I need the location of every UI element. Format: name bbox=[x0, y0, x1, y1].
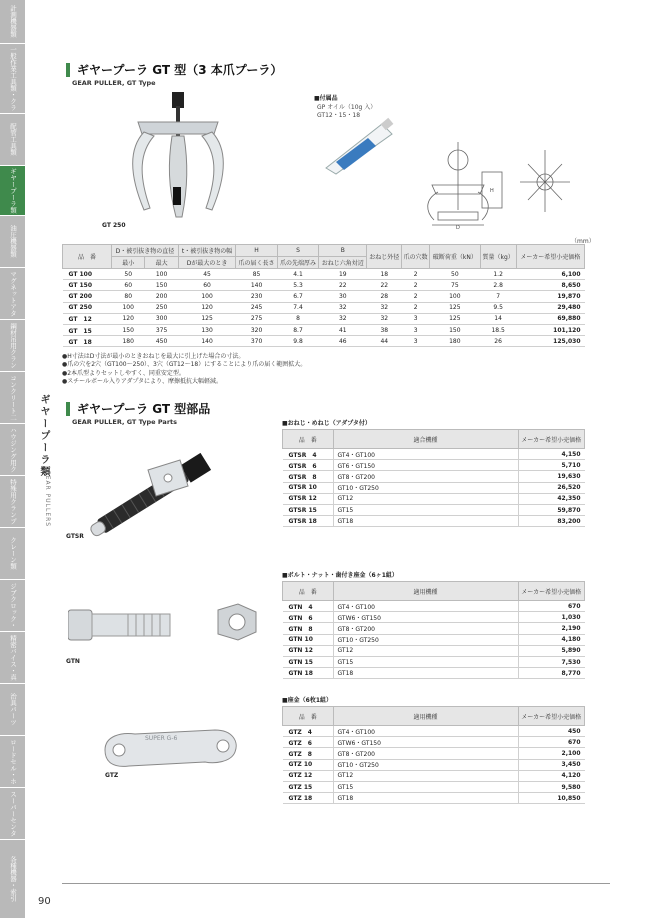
table-cell: 50 bbox=[430, 269, 480, 280]
table-row bbox=[283, 623, 585, 634]
table-cell: 29,480 bbox=[516, 302, 584, 313]
col-diameter: D・被引抜き物の直径 bbox=[112, 245, 179, 257]
table-cell: GT10・GT250 bbox=[333, 482, 518, 493]
accessory-header: ■付属品 bbox=[314, 95, 338, 102]
table-row bbox=[283, 656, 585, 667]
col-code: 品 番 bbox=[63, 245, 112, 269]
table-cell: GT10・GT250 bbox=[333, 634, 518, 645]
table-cell: GTW6・GT150 bbox=[333, 737, 518, 748]
table-cell: 8 bbox=[277, 313, 318, 324]
table-cell: GTN 4 bbox=[283, 601, 334, 612]
table-cell: 2.8 bbox=[480, 280, 516, 291]
table-cell: 125 bbox=[430, 302, 480, 313]
table-cell: 19,630 bbox=[518, 471, 585, 482]
note-1: ●H寸法はD寸法が最小のときおねじを最大に引上げた場合の寸法。 bbox=[62, 353, 245, 360]
table-cell: 14 bbox=[480, 313, 516, 324]
section1-title: ギヤープーラ GT 型（3 本爪プーラ） bbox=[66, 63, 282, 77]
sidebar-tab[interactable]: ジブクロック・ bbox=[0, 580, 25, 632]
gt-spec-table bbox=[62, 244, 585, 347]
section2-subtitle: GEAR PULLER, GT Type Parts bbox=[72, 418, 177, 426]
table-cell: 32 bbox=[367, 302, 402, 313]
table-cell: GT 18 bbox=[63, 336, 112, 347]
table-cell: GTN 18 bbox=[283, 668, 334, 679]
table-cell: 8,650 bbox=[516, 280, 584, 291]
table-cell: 83,200 bbox=[518, 516, 585, 527]
table-cell: 80 bbox=[112, 291, 145, 302]
table-cell: 60 bbox=[112, 280, 145, 291]
note-2: ●爪の穴を2穴（GT100～250）、3穴（GT12～18）にすることにより爪の届く範囲拡大。 bbox=[62, 361, 307, 369]
table-cell: 50 bbox=[112, 269, 145, 280]
table-cell: 4.1 bbox=[277, 269, 318, 280]
table-cell: 100 bbox=[112, 302, 145, 313]
table-cell: GT12 bbox=[333, 493, 518, 504]
table-cell: 2 bbox=[402, 269, 430, 280]
notes bbox=[62, 353, 306, 386]
table-cell: 59,870 bbox=[518, 504, 585, 515]
table-row bbox=[283, 645, 585, 656]
gtsr-caption: ■おねじ・めねじ（アダプタ付） bbox=[282, 420, 371, 427]
table-cell: GTN 8 bbox=[283, 623, 334, 634]
table-row bbox=[63, 269, 585, 280]
gtsr-col-model: 適合機種 bbox=[333, 430, 518, 449]
table-row bbox=[283, 601, 585, 612]
gtz-col-price: メーカー希望小売価格 bbox=[518, 707, 585, 726]
sidebar-tab[interactable]: ロードセル・ホ bbox=[0, 736, 25, 788]
table-cell: GTZ 18 bbox=[283, 793, 334, 804]
section-side-label: ギヤープーラ類 bbox=[38, 394, 49, 478]
sidebar-tab[interactable]: スーパーセンタ bbox=[0, 788, 25, 840]
table-row bbox=[283, 726, 585, 737]
table-row bbox=[283, 504, 585, 515]
sidebar-tab[interactable]: 精密バイス・真 bbox=[0, 632, 25, 684]
table-cell: 9.8 bbox=[277, 336, 318, 347]
sidebar-tab[interactable]: クレーン類 bbox=[0, 528, 25, 580]
table-row bbox=[283, 770, 585, 781]
table-cell: GT 12 bbox=[63, 313, 112, 324]
table-cell: 26,520 bbox=[518, 482, 585, 493]
table-cell: 150 bbox=[112, 324, 145, 335]
sidebar-tab[interactable]: 配管工具類 bbox=[0, 114, 25, 166]
gtn-bolt-nut-photo bbox=[68, 600, 268, 650]
table-cell: GT18 bbox=[333, 668, 518, 679]
table-cell: 4,150 bbox=[518, 449, 585, 460]
col-B: B bbox=[319, 245, 367, 257]
table-cell: 32 bbox=[367, 313, 402, 324]
sub-H: 爪の届く長さ bbox=[236, 257, 277, 269]
table-cell: GTN 6 bbox=[283, 612, 334, 623]
sub-B: おねじ六角対辺 bbox=[319, 257, 367, 269]
table-row bbox=[283, 668, 585, 679]
table-row bbox=[63, 313, 585, 324]
gtsr-col-code: 品 番 bbox=[283, 430, 334, 449]
table-cell: 670 bbox=[518, 601, 585, 612]
table-cell: 200 bbox=[145, 291, 178, 302]
table-cell: 5.3 bbox=[277, 280, 318, 291]
table-cell: 18 bbox=[367, 269, 402, 280]
table-cell: 3 bbox=[402, 324, 430, 335]
table-cell: GT 100 bbox=[63, 269, 112, 280]
table-cell: 28 bbox=[367, 291, 402, 302]
table-cell: 670 bbox=[518, 737, 585, 748]
gtz-washer-photo bbox=[95, 722, 245, 772]
gp-oil-tube-photo bbox=[318, 116, 398, 176]
table-cell: GTZ 12 bbox=[283, 770, 334, 781]
table-row bbox=[63, 280, 585, 291]
gtz-col-code: 品 番 bbox=[283, 707, 334, 726]
table-cell: GT 15 bbox=[63, 324, 112, 335]
col-load: 破断荷重（kN） bbox=[430, 245, 480, 269]
col-mass: 質量（kg） bbox=[480, 245, 516, 269]
table-cell: GT15 bbox=[333, 504, 518, 515]
table-cell: 250 bbox=[145, 302, 178, 313]
table-row bbox=[63, 336, 585, 347]
svg-text:D: D bbox=[456, 225, 460, 230]
table-cell: 180 bbox=[430, 336, 480, 347]
table-cell: GTZ 4 bbox=[283, 726, 334, 737]
table-row bbox=[283, 516, 585, 527]
col-holes: 爪の穴数 bbox=[402, 245, 430, 269]
table-cell: 1,030 bbox=[518, 612, 585, 623]
table-cell: 9,580 bbox=[518, 781, 585, 792]
table-cell: GT12 bbox=[333, 770, 518, 781]
table-cell: GT 150 bbox=[63, 280, 112, 291]
table-cell: 150 bbox=[145, 280, 178, 291]
accessory-line-2: GT12・15・18 bbox=[317, 112, 361, 119]
table-cell: GTZ 8 bbox=[283, 748, 334, 759]
svg-text:H: H bbox=[490, 188, 494, 194]
table-row bbox=[63, 291, 585, 302]
sidebar-tab[interactable]: 油圧機器類 bbox=[0, 216, 25, 268]
table-cell: 5,710 bbox=[518, 460, 585, 471]
table-cell: GT12 bbox=[333, 645, 518, 656]
table-row bbox=[63, 324, 585, 335]
table-cell: 75 bbox=[430, 280, 480, 291]
table-row bbox=[63, 302, 585, 313]
table-cell: GT4・GT100 bbox=[333, 449, 518, 460]
table-row bbox=[283, 482, 585, 493]
table-cell: GT 250 bbox=[63, 302, 112, 313]
table-cell: 125,030 bbox=[516, 336, 584, 347]
sub-t: Dが最大のとき bbox=[178, 257, 236, 269]
table-cell: 8,770 bbox=[518, 668, 585, 679]
table-cell: 3 bbox=[402, 313, 430, 324]
table-cell: GTN 12 bbox=[283, 645, 334, 656]
table-cell: 125 bbox=[430, 313, 480, 324]
table-cell: GT8・GT200 bbox=[333, 748, 518, 759]
table-cell: 45 bbox=[178, 269, 236, 280]
table-cell: 100 bbox=[145, 269, 178, 280]
table-cell: 3 bbox=[402, 336, 430, 347]
sidebar-tab[interactable]: ギヤープーラ類 bbox=[0, 166, 25, 216]
table-cell: 85 bbox=[236, 269, 277, 280]
table-cell: 370 bbox=[236, 336, 277, 347]
table-cell: GTZ 6 bbox=[283, 737, 334, 748]
gtsr-col-price: メーカー希望小売価格 bbox=[518, 430, 585, 449]
footer-rule bbox=[62, 883, 610, 884]
table-cell: 4,120 bbox=[518, 770, 585, 781]
table-cell: GT15 bbox=[333, 781, 518, 792]
table-cell: 140 bbox=[236, 280, 277, 291]
table-row bbox=[283, 634, 585, 645]
table-cell: 320 bbox=[236, 324, 277, 335]
table-row bbox=[283, 471, 585, 482]
table-cell: 2,100 bbox=[518, 748, 585, 759]
table-cell: 300 bbox=[145, 313, 178, 324]
table-cell: GT4・GT100 bbox=[333, 726, 518, 737]
table-row bbox=[283, 793, 585, 804]
table-cell: 19,870 bbox=[516, 291, 584, 302]
sub-min: 最小 bbox=[112, 257, 145, 269]
table-cell: 19 bbox=[319, 269, 367, 280]
sidebar-tab[interactable]: 治具パーツ bbox=[0, 684, 25, 736]
table-cell: 375 bbox=[145, 324, 178, 335]
table-cell: 125 bbox=[178, 313, 236, 324]
table-cell: 69,880 bbox=[516, 313, 584, 324]
table-cell: 450 bbox=[518, 726, 585, 737]
table-cell: 18.5 bbox=[480, 324, 516, 335]
table-row bbox=[283, 759, 585, 770]
table-cell: 60 bbox=[178, 280, 236, 291]
table-cell: GTW6・GT150 bbox=[333, 612, 518, 623]
page-number: 90 bbox=[38, 896, 51, 907]
table-cell: 120 bbox=[178, 302, 236, 313]
table-cell: GT8・GT200 bbox=[333, 471, 518, 482]
note-3: ●2本爪型よりセットしやすく、同重安定型。 bbox=[62, 369, 185, 377]
gtz-image-label: GTZ bbox=[105, 772, 119, 779]
section2-title: ギヤープーラ GT 型部品 bbox=[66, 402, 210, 416]
table-row bbox=[283, 748, 585, 759]
gtn-col-code: 品 番 bbox=[283, 582, 334, 601]
table-cell: 100 bbox=[178, 291, 236, 302]
table-cell: GT4・GT100 bbox=[333, 601, 518, 612]
table-cell: GTSR 18 bbox=[283, 516, 334, 527]
table-cell: GTZ 15 bbox=[283, 781, 334, 792]
table-cell: 9.5 bbox=[480, 302, 516, 313]
gtsr-screw-photo bbox=[80, 440, 240, 540]
gtn-col-price: メーカー希望小売価格 bbox=[518, 582, 585, 601]
table-cell: 1.2 bbox=[480, 269, 516, 280]
gtz-plate-text: SUPER G-6 bbox=[145, 735, 178, 742]
table-cell: 100 bbox=[430, 291, 480, 302]
table-cell: 7,530 bbox=[518, 656, 585, 667]
col-H: H bbox=[236, 245, 277, 257]
table-cell: 5,890 bbox=[518, 645, 585, 656]
sidebar bbox=[0, 0, 25, 919]
sidebar-tab[interactable]: コンクリート二 bbox=[0, 372, 25, 424]
table-row bbox=[283, 493, 585, 504]
table-cell: GT6・GT150 bbox=[333, 460, 518, 471]
sidebar-tab[interactable]: ハウジング用ク bbox=[0, 424, 25, 476]
table-row bbox=[283, 460, 585, 471]
table-cell: GTZ 10 bbox=[283, 759, 334, 770]
dimension-drawing bbox=[420, 130, 580, 230]
table-cell: 22 bbox=[319, 280, 367, 291]
accessory-line-1: GP オイル（10g 入） bbox=[317, 104, 377, 111]
col-thread-dia: おねじ外径 bbox=[367, 245, 402, 269]
sidebar-tab[interactable]: 特殊用クランプ bbox=[0, 476, 25, 528]
unit-label: （mm） bbox=[571, 238, 595, 245]
gt250-image-label: GT 250 bbox=[102, 222, 126, 229]
col-price: メーカー希望小売価格 bbox=[516, 245, 584, 269]
sidebar-tab[interactable]: 一般作業工具類・クラ bbox=[0, 44, 25, 114]
table-cell: 6.7 bbox=[277, 291, 318, 302]
section1-subtitle: GEAR PULLER, GT Type bbox=[72, 79, 156, 87]
table-cell: GTSR 4 bbox=[283, 449, 334, 460]
gtsr-image-label: GTSR bbox=[66, 533, 84, 540]
table-cell: 4,180 bbox=[518, 634, 585, 645]
table-cell: 44 bbox=[367, 336, 402, 347]
table-cell: 7 bbox=[480, 291, 516, 302]
table-cell: GT15 bbox=[333, 656, 518, 667]
table-cell: 2,190 bbox=[518, 623, 585, 634]
sidebar-tab[interactable]: マグネットアタ bbox=[0, 268, 25, 320]
table-cell: 2 bbox=[402, 291, 430, 302]
table-cell: 275 bbox=[236, 313, 277, 324]
sidebar-tab[interactable]: 計測機器類 bbox=[0, 0, 25, 44]
col-width: t・被引抜き物の幅 bbox=[178, 245, 236, 257]
table-cell: 6,100 bbox=[516, 269, 584, 280]
gtn-image-label: GTN bbox=[66, 658, 80, 665]
table-row bbox=[283, 449, 585, 460]
table-cell: 180 bbox=[112, 336, 145, 347]
table-cell: GTSR 10 bbox=[283, 482, 334, 493]
table-cell: GT10・GT250 bbox=[333, 759, 518, 770]
table-cell: 38 bbox=[367, 324, 402, 335]
table-cell: 245 bbox=[236, 302, 277, 313]
table-cell: 46 bbox=[319, 336, 367, 347]
table-cell: 130 bbox=[178, 324, 236, 335]
table-cell: 230 bbox=[236, 291, 277, 302]
gtsr-table bbox=[282, 429, 585, 527]
table-cell: GTSR 6 bbox=[283, 460, 334, 471]
table-cell: GT 200 bbox=[63, 291, 112, 302]
table-cell: 8.7 bbox=[277, 324, 318, 335]
gtz-table bbox=[282, 706, 585, 804]
table-cell: 120 bbox=[112, 313, 145, 324]
table-cell: GTSR 12 bbox=[283, 493, 334, 504]
sub-max: 最大 bbox=[145, 257, 178, 269]
table-cell: GT18 bbox=[333, 516, 518, 527]
table-row bbox=[283, 612, 585, 623]
gtz-col-model: 適用機種 bbox=[333, 707, 518, 726]
table-cell: GTN 10 bbox=[283, 634, 334, 645]
table-cell: 30 bbox=[319, 291, 367, 302]
sidebar-tab[interactable]: 各種機器・索引 bbox=[0, 840, 25, 919]
sidebar-tab[interactable]: 鋼材吊用クラン bbox=[0, 320, 25, 372]
table-row bbox=[283, 737, 585, 748]
table-cell: 26 bbox=[480, 336, 516, 347]
gtn-col-model: 適用機種 bbox=[333, 582, 518, 601]
col-S: S bbox=[277, 245, 318, 257]
gtn-table bbox=[282, 581, 585, 679]
table-cell: 10,850 bbox=[518, 793, 585, 804]
table-cell: 101,120 bbox=[516, 324, 584, 335]
table-cell: GTSR 15 bbox=[283, 504, 334, 515]
table-cell: 32 bbox=[319, 302, 367, 313]
table-cell: 150 bbox=[430, 324, 480, 335]
table-row bbox=[283, 781, 585, 792]
table-cell: 32 bbox=[319, 313, 367, 324]
table-cell: 3,450 bbox=[518, 759, 585, 770]
section-side-label-en: GEAR PULLERS bbox=[44, 470, 51, 528]
table-cell: GTN 15 bbox=[283, 656, 334, 667]
gtn-caption: ■ボルト・ナット・歯付き座金（6ヶ1組） bbox=[282, 572, 398, 579]
table-cell: 140 bbox=[178, 336, 236, 347]
table-cell: 450 bbox=[145, 336, 178, 347]
gtz-caption: ■座金（6枚1組） bbox=[282, 697, 333, 704]
table-cell: 22 bbox=[367, 280, 402, 291]
table-cell: 7.4 bbox=[277, 302, 318, 313]
table-cell: 42,350 bbox=[518, 493, 585, 504]
table-cell: 2 bbox=[402, 280, 430, 291]
table-cell: GT18 bbox=[333, 793, 518, 804]
note-4: ●スチールボール入りアダプタにより、摩擦抵抗大幅軽減。 bbox=[62, 377, 223, 385]
table-cell: GT8・GT200 bbox=[333, 623, 518, 634]
sub-S: 爪の先端厚み bbox=[277, 257, 318, 269]
table-cell: GTSR 8 bbox=[283, 471, 334, 482]
table-cell: 41 bbox=[319, 324, 367, 335]
table-cell: 2 bbox=[402, 302, 430, 313]
gear-puller-photo bbox=[110, 92, 240, 222]
